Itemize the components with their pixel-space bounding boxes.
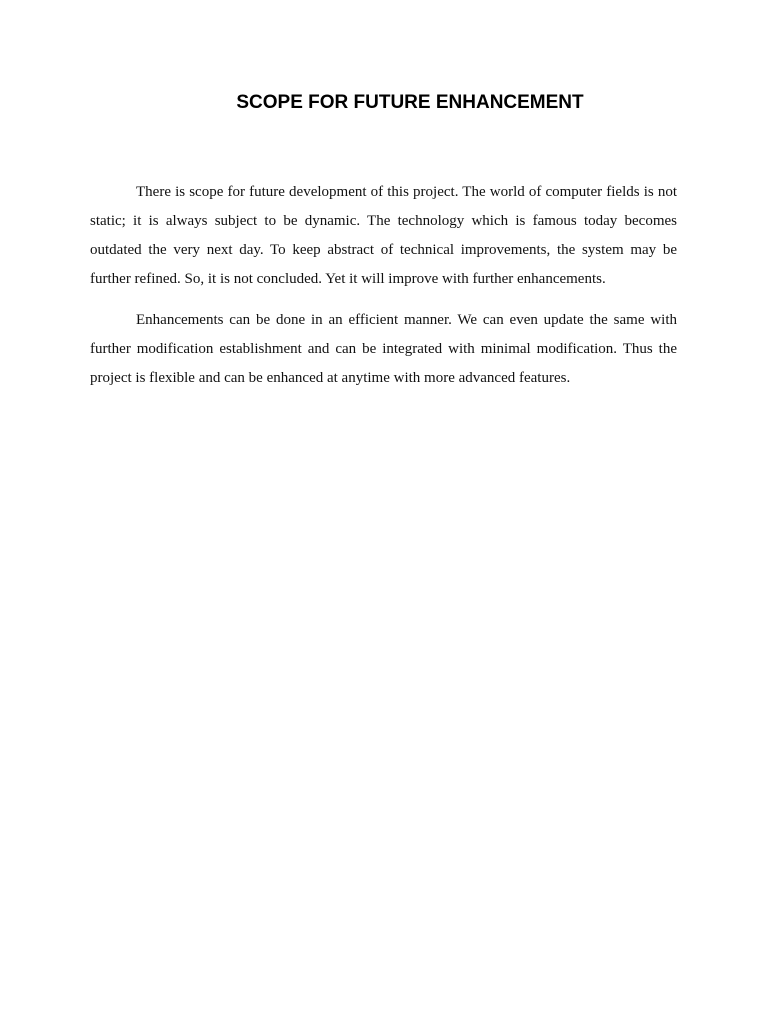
document-body bbox=[90, 178, 677, 393]
paragraph-1: There is scope for future development of this project. The world of computer fields is not static; it is always subject to be dynamic. The technology which is famous today becomes outdated the very next day. To keep abstract of technical improvements, the system may be further refined. So, it is not concluded. Yet it will improve with further enhancements. bbox=[90, 184, 677, 287]
paragraph-2: Enhancements can be done in an efficient manner. We can even update the same with further modification establishment and can be integrated with minimal modification. Thus the project is flexible and can be enhanced at anytime with more advanced features. bbox=[90, 312, 677, 386]
page-title: SCOPE FOR FUTURE ENHANCEMENT bbox=[236, 92, 584, 113]
